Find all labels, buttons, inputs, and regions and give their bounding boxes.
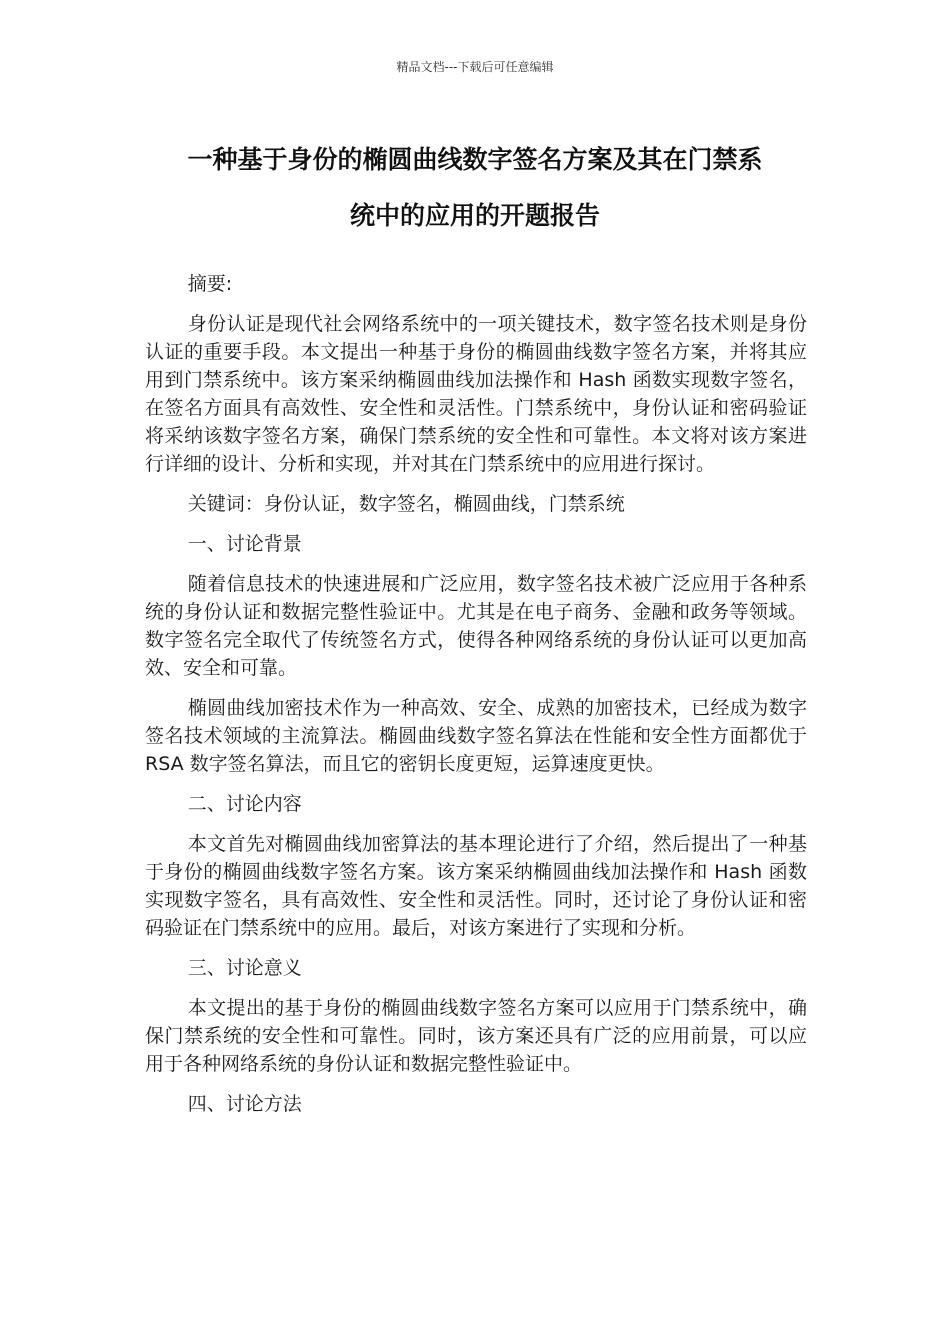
keywords-line: 关键词：身份认证，数字签名，椭圆曲线，门禁系统 xyxy=(187,493,625,515)
header-note: 精品文档---下载后可任意编辑 xyxy=(396,60,554,74)
background-paragraph-1: 随着信息技术的快速进展和广泛应用，数字签名技术被广泛应用于各种系统的身份认证和数据完整性验证中。尤其是在电子商务、金融和政务等领域。数字签名完全取代了传统签名方式，使得各种网络系统的身份认证可以更加高效、安全和可靠。 xyxy=(145,573,807,679)
title-line-2: 统中的应用的开题报告 xyxy=(349,201,600,230)
section-heading-methods: 四、讨论方法 xyxy=(187,1093,302,1115)
significance-paragraph-1: 本文提出的基于身份的椭圆曲线数字签名方案可以应用于门禁系统中，确保门禁系统的安全性和可靠性。同时，该方案还具有广泛的应用前景，可以应用于各种网络系统的身份认证和数据完整性验证中。 xyxy=(145,997,807,1075)
title-line-1: 一种基于身份的椭圆曲线数字签名方案及其在门禁系 xyxy=(187,145,763,174)
document-body xyxy=(145,270,807,1130)
abstract-label: 摘要: xyxy=(187,273,233,295)
section-heading-content: 二、讨论内容 xyxy=(187,793,302,815)
section-heading-significance: 三、讨论意义 xyxy=(187,957,302,979)
section-heading-background: 一、讨论背景 xyxy=(187,533,302,555)
abstract-paragraph: 身份认证是现代社会网络系统中的一项关键技术，数字签名技术则是身份认证的重要手段。本文提出一种基于身份的椭圆曲线数字签名方案，并将其应用到门禁系统中。该方案采纳椭圆曲线加法操作和 Hash 函数实现数字签名，在签名方面具有高效性、安全性和灵活性。门禁系统中，身份认证和密码验证将采纳该数字签名方案，确保门禁系统的安全性和可靠性。本文将对该方案进行详细的设计、分析和实现，并对其在门禁系统中的应用进行探讨。 xyxy=(145,313,807,475)
content-paragraph-1: 本文首先对椭圆曲线加密算法的基本理论进行了介绍，然后提出了一种基于身份的椭圆曲线数字签名方案。该方案采纳椭圆曲线加法操作和 Hash 函数实现数字签名，具有高效性、安全性和灵活性。同时，还讨论了身份认证和密码验证在门禁系统中的应用。最后，对该方案进行了实现和分析。 xyxy=(145,833,807,939)
background-paragraph-2: 椭圆曲线加密技术作为一种高效、安全、成熟的加密技术，已经成为数字签名技术领域的主流算法。椭圆曲线数字签名算法在性能和安全性方面都优于 RSA 数字签名算法，而且它的密钥长度更短，运算速度更快。 xyxy=(145,697,807,775)
document-title xyxy=(130,132,820,244)
